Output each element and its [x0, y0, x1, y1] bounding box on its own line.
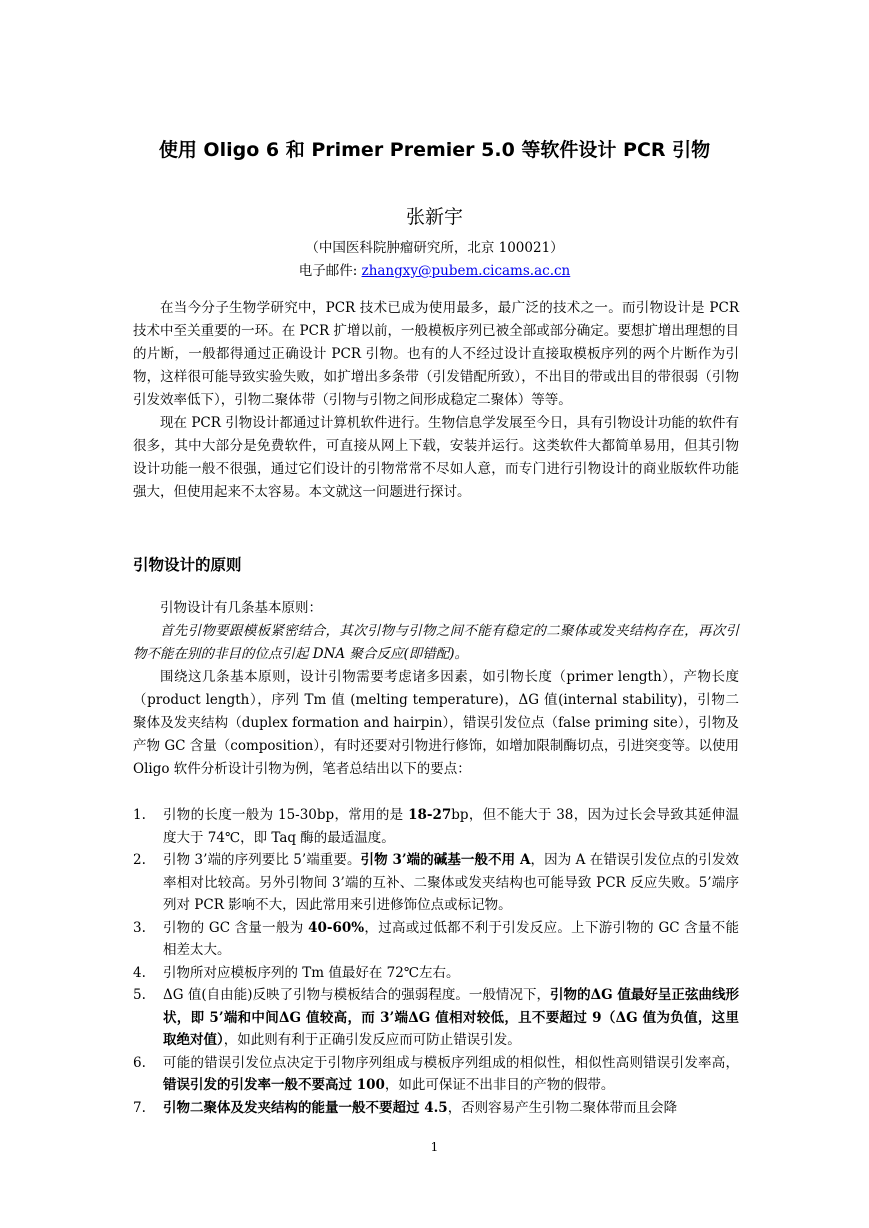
list-item-number: 4.	[133, 964, 146, 981]
list-item	[133, 984, 739, 1052]
list-item-number: 6.	[133, 1054, 146, 1071]
list-item-text: 引物的长度一般为 15-30bp，常用的是	[163, 807, 409, 823]
list-item-bold: 40-60%	[308, 919, 365, 936]
section-heading: 引物设计的原则	[133, 556, 242, 574]
intro-section	[133, 297, 739, 504]
list-item-bold: 引物二聚体及发夹结构的能量一般不要超过 4.5	[163, 1099, 448, 1116]
list-item-text: 引物所对应模板序列的 Tm 值最好在 72℃左右。	[163, 964, 460, 981]
list-item-text: 可能的错误引发位点决定于引物序列组成与模板序列组成的相似性，相似性高则错误引发率高，	[163, 1054, 739, 1071]
author-name: 张新宇	[405, 206, 463, 228]
email-link[interactable]: zhangxy@pubem.cicams.ac.cn	[361, 263, 571, 279]
affiliation: （中国医科院肿瘤研究所，北京 100021）	[305, 240, 564, 256]
list-item-text: 引物 3’端的序列要比 5’端重要。	[163, 852, 361, 868]
list-item-number: 7.	[133, 1099, 146, 1116]
list-item-text: ，因为 A 在错误引发位点的引发效率相对比较高。另外引物间 3’端的互补、二聚体或发夹结构也可能导致 PCR 反应失败。5’端序列对 PCR 影响不大，因此常用来引进修饰位点或标记物。	[163, 852, 740, 913]
list-item-bold: 引物的ΔG 值最好呈正弦曲线形状，即 5’端和中间ΔG 值较高，而 3’端ΔG 值相对较低，且不要超过 9（ΔG 值为负值，这里取绝对值）	[163, 987, 740, 1048]
list-item	[133, 1097, 739, 1120]
principles-paragraph-3: 围绕这几条基本原则，设计引物需要考虑诸多因素，如引物长度（primer length），产物长度（product length），序列 Tm 值 (melting temperature)，ΔG 值(internal stability)，引物二聚体及发夹结构（duplex formation and hairpin），错误引发位点（false priming site），引物及产物 GC 含量（composition），有时还要对引物进行修饰，如增加限制酶切点，引进突变等。以使用 Oligo 软件分析设计引物为例，笔者总结出以下的要点：	[133, 669, 739, 777]
page-title: 使用 Oligo 6 和 Primer Premier 5.0 等软件设计 PCR 引物	[158, 139, 711, 161]
list-item-text: ，如此可保证不出非目的产物的假带。	[384, 1077, 615, 1093]
page-number: 1	[430, 1140, 439, 1154]
list-item-text: ，过高或过低都不利于引发反应。上下游引物的 GC 含量不能相差太大。	[163, 919, 739, 958]
list-item-bold: 18-27	[408, 807, 452, 823]
list-item	[133, 1052, 739, 1097]
list-item-bold: 引物 3’端的碱基一般不用 A	[360, 852, 531, 868]
intro-paragraph-1: 在当今分子生物学研究中，PCR 技术已成为使用最多，最广泛的技术之一。而引物设计是 PCR 技术中至关重要的一环。在 PCR 扩增以前，一般模板序列已被全部或部分确定。要想扩增出理想的目的片断，一般都得通过正确设计 PCR 引物。也有的人不经过设计直接取模板序列的两个片断作为引物，这样很可能导致实验失败，如扩增出多条带（引发错配所致），不出目的带或出目的带很弱（引物引发效率低下），引物二聚体带（引物与引物之间形成稳定二聚体）等等。	[133, 300, 739, 408]
list-item-text: ΔG 值(自由能)反映了引物与模板结合的强弱程度。一般情况下，	[163, 987, 551, 1003]
list-item	[133, 962, 739, 985]
intro-paragraph-2: 现在 PCR 引物设计都通过计算机软件进行。生物信息学发展至今日，具有引物设计功能的软件有很多，其中大部分是免费软件，可直接从网上下载，安装并运行。这类软件大都简单易用，但其引物设计功能一般不很强，通过它们设计的引物常常不尽如人意，而专门进行引物设计的商业版软件功能强大，但使用起来不太容易。本文就这一问题进行探讨。	[133, 415, 739, 500]
list-item-text: 引物的 GC 含量一般为	[163, 919, 309, 936]
list-item-text: ，否则容易产生引物二聚体带而且会降	[447, 1099, 678, 1116]
principles-paragraph-1: 引物设计有几条基本原则：	[160, 600, 322, 616]
list-item-number: 5.	[133, 987, 146, 1003]
list-item-bold: 错误引发的引发率一般不要高过 100	[163, 1077, 385, 1093]
list-item-text: ，如此则有利于正确引发反应而可防止错误引发。	[223, 1032, 521, 1048]
list-item-number: 1.	[133, 807, 146, 823]
list-item-text: bp，但不能大于 38，因为过长会导致其延伸温度大于 74℃，即 Taq 酶的最适温度。	[163, 807, 739, 846]
email-line	[0, 259, 869, 279]
list-item	[133, 917, 739, 962]
list-item-number: 2.	[133, 852, 146, 868]
email-label: 电子邮件:	[298, 263, 362, 279]
principles-section	[133, 597, 739, 781]
list-item-number: 3.	[133, 919, 146, 936]
list-item	[133, 804, 739, 849]
design-points-list	[133, 804, 739, 1119]
principles-paragraph-italic: 首先引物要跟模板紧密结合，其次引物与引物之间不能有稳定的二聚体或发夹结构存在，再次引物不能在别的非目的位点引起 DNA 聚合反应(即错配)。	[133, 623, 739, 662]
list-item	[133, 849, 739, 917]
